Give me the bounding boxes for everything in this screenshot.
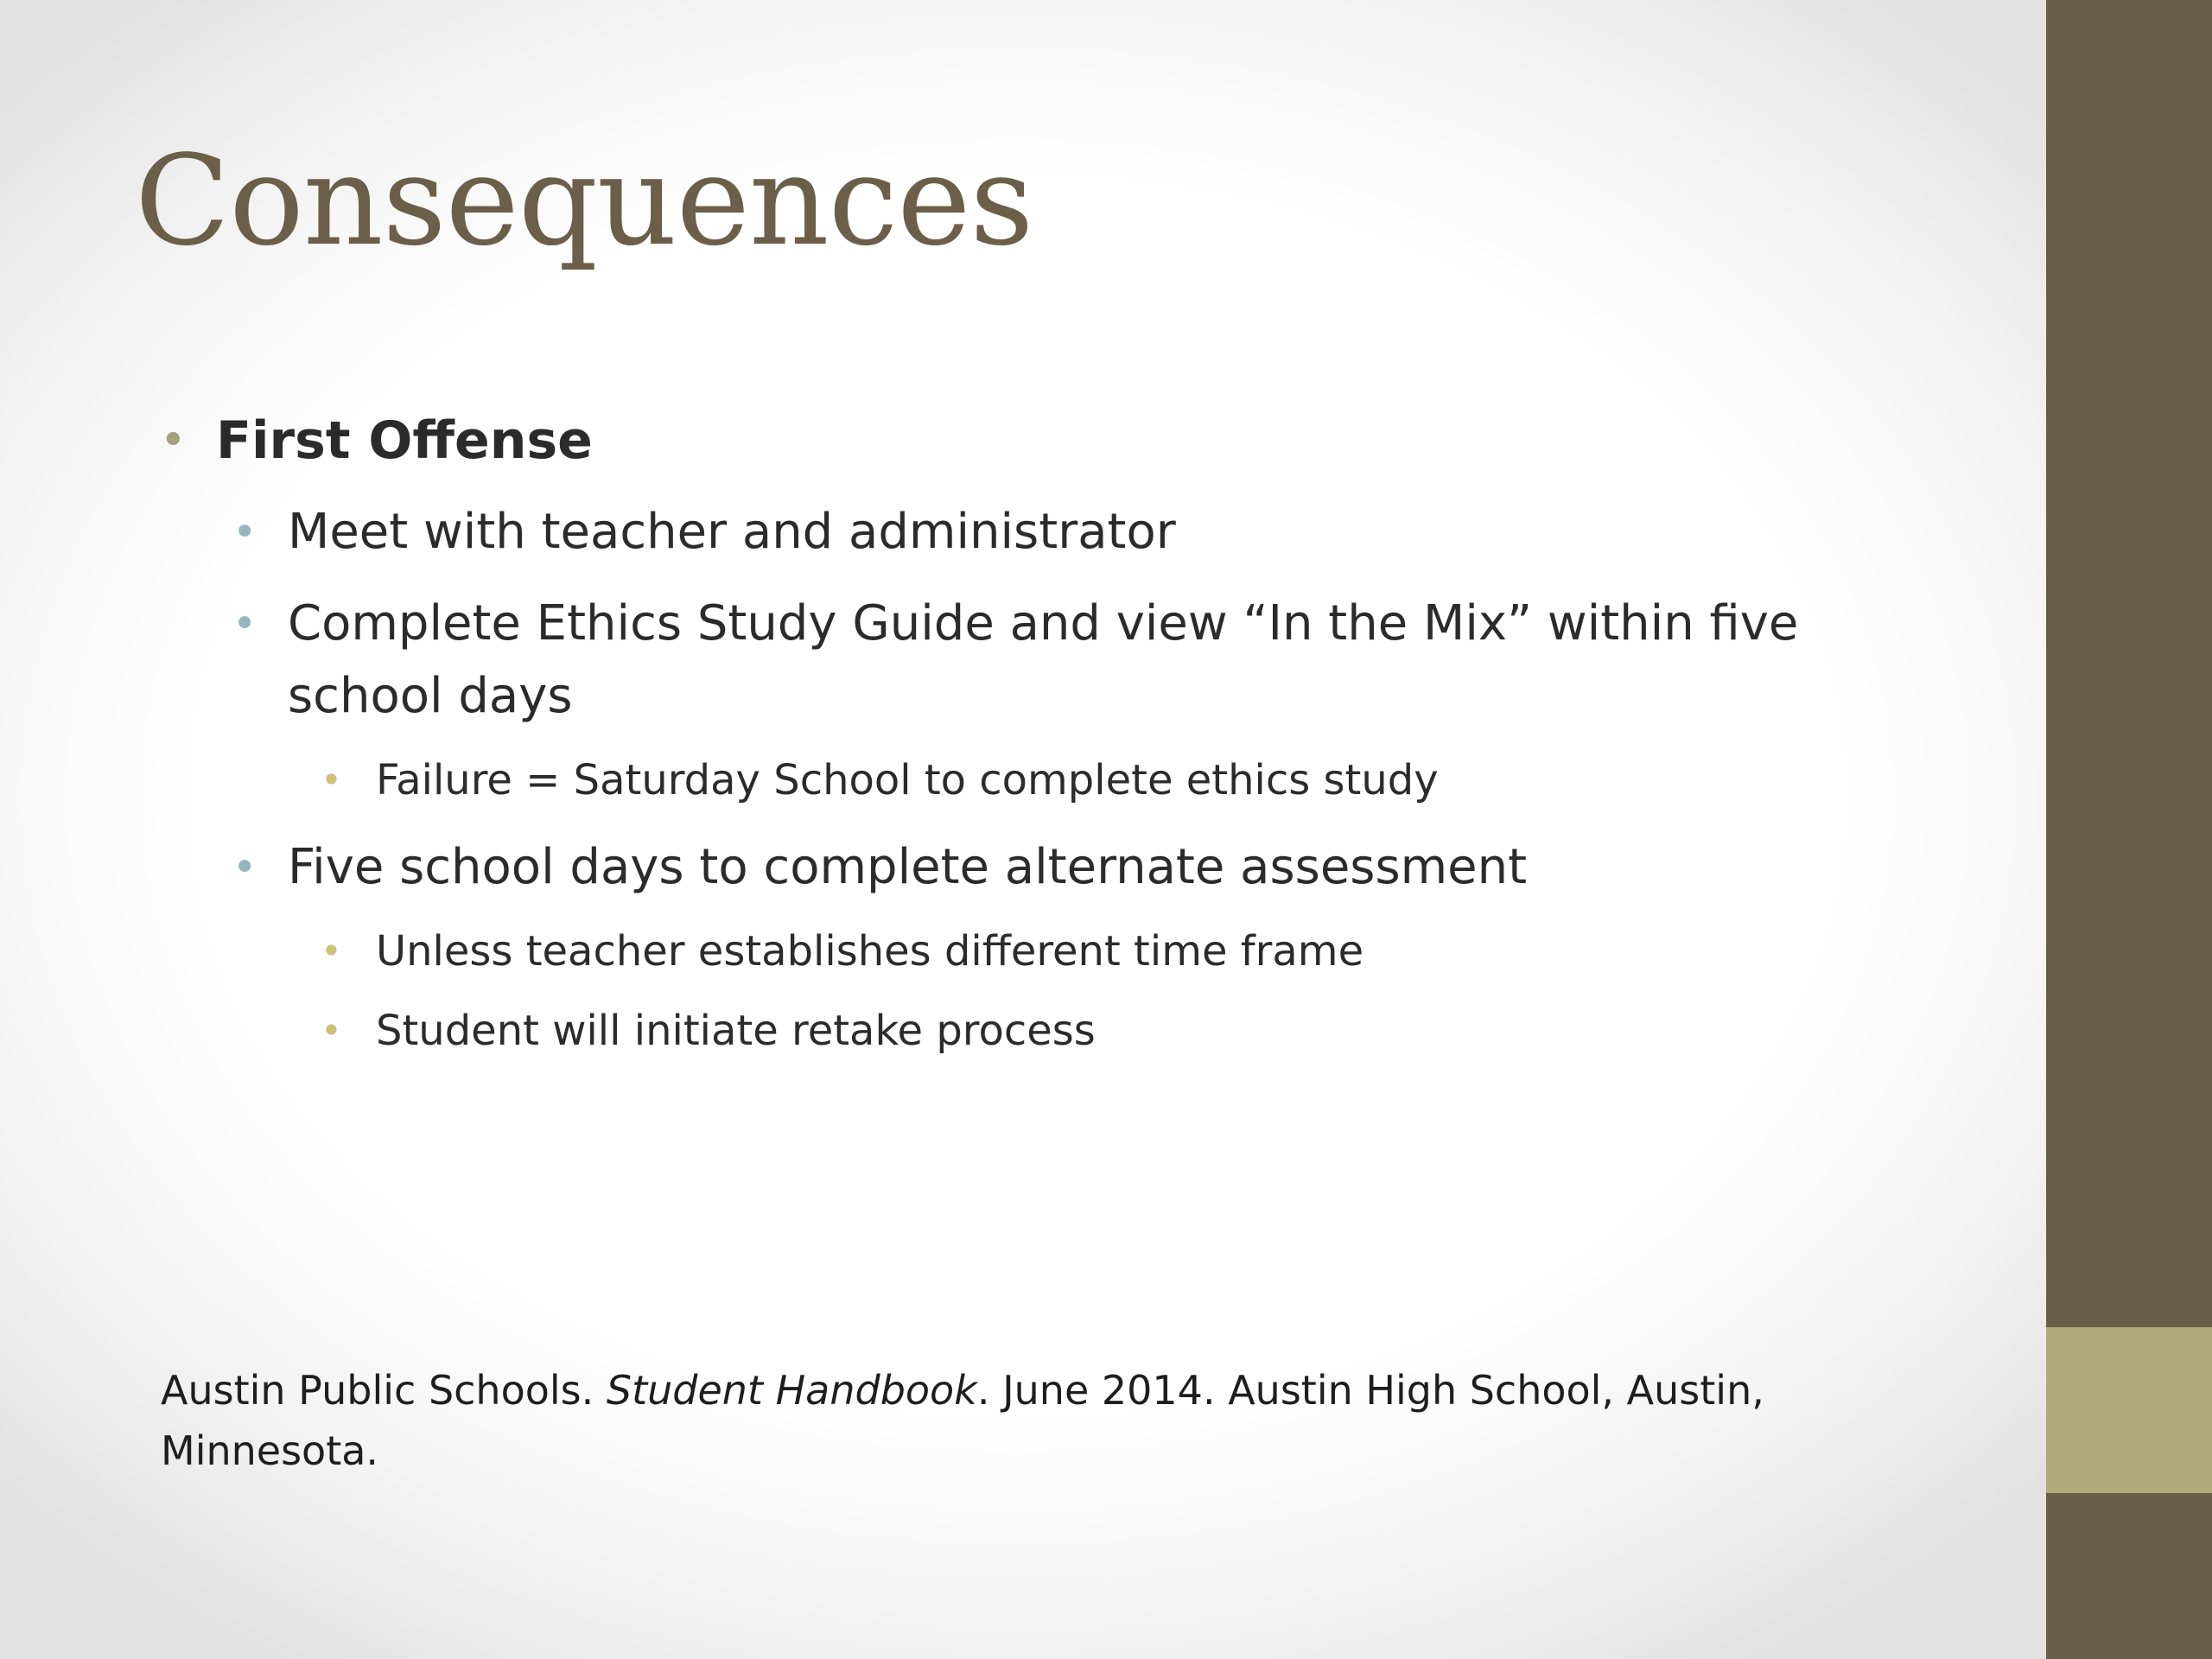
bullet-text: Failure = Saturday School to complete ethics study bbox=[376, 756, 1439, 804]
bullet-text: Student will initiate retake process bbox=[376, 1007, 1096, 1055]
bullet-list bbox=[0, 404, 1953, 1063]
bullet-five-school-days bbox=[232, 831, 1860, 904]
bullet-dot-icon: • bbox=[232, 843, 257, 892]
bullet-dot-icon: • bbox=[321, 759, 342, 801]
bullet-text: Complete Ethics Study Guide and view “In the Mix” within five school days bbox=[288, 595, 1799, 724]
bullet-unless-teacher bbox=[321, 919, 1953, 983]
bullet-meet-teacher bbox=[232, 496, 1860, 569]
bullet-dot-icon: • bbox=[160, 415, 187, 467]
bullet-dot-icon: • bbox=[232, 600, 257, 648]
bullet-text: Five school days to complete alternate assessment bbox=[288, 839, 1528, 895]
citation bbox=[161, 1360, 1889, 1481]
bullet-dot-icon: • bbox=[321, 1009, 342, 1052]
bullet-text: Meet with teacher and administrator bbox=[288, 504, 1176, 560]
bullet-dot-icon: • bbox=[321, 930, 342, 972]
citation-text-end: . June 2014. Austin High School, Austin, Minnesota. bbox=[161, 1367, 1764, 1474]
citation-text: Austin Public Schools. bbox=[161, 1367, 607, 1414]
bullet-ethics-study-guide bbox=[232, 588, 1860, 733]
bullet-text: Unless teacher establishes different time frame bbox=[376, 927, 1364, 976]
bullet-failure-saturday-school bbox=[321, 748, 1953, 812]
bullet-dot-icon: • bbox=[232, 508, 257, 556]
slide-title: Consequences bbox=[135, 128, 1033, 273]
decorative-side-bar-accent bbox=[2046, 1327, 2212, 1493]
citation-title: Student Handbook bbox=[606, 1367, 977, 1414]
bullet-first-offense bbox=[160, 404, 1953, 477]
bullet-student-retake bbox=[321, 999, 1953, 1063]
bullet-text: First Offense bbox=[216, 410, 593, 471]
